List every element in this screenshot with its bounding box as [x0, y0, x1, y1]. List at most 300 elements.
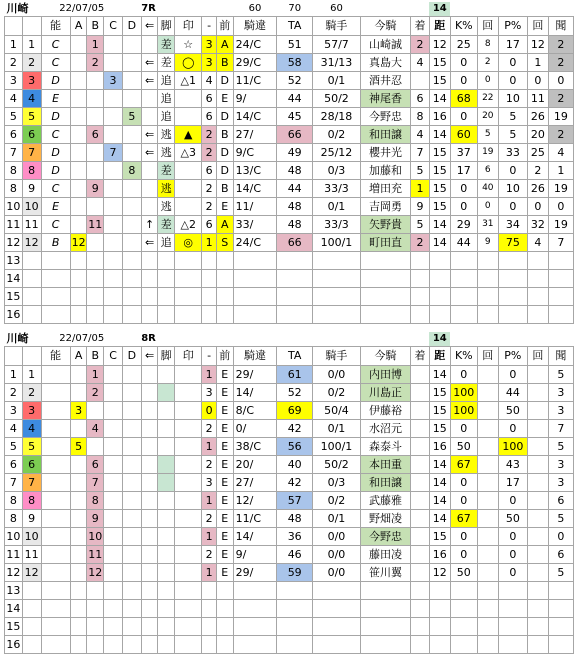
running-style [158, 564, 175, 582]
ability-grade: C [41, 126, 70, 144]
score-a [70, 366, 87, 384]
k-count [477, 546, 498, 564]
empty-cell [158, 288, 175, 306]
jockey-stat: 31/13 [312, 54, 360, 72]
horse-number: 8 [22, 492, 41, 510]
prediction-mark: ▲ [175, 126, 202, 144]
score-d [122, 384, 141, 402]
column-header: 回 [527, 17, 548, 36]
horse-number: 12 [22, 234, 41, 252]
score-c [104, 546, 123, 564]
spacer [360, 332, 410, 347]
running-style: 追 [158, 72, 175, 90]
jockey-stat: 33/3 [312, 180, 360, 198]
interval-value: 19 [548, 216, 573, 234]
jockey-name: 水沼元 [360, 420, 410, 438]
score-c [104, 510, 123, 528]
table-row [5, 474, 574, 492]
k-percent: 0 [450, 72, 477, 90]
finish-position [411, 366, 430, 384]
ability-grade: C [41, 36, 70, 54]
ability-grade [41, 546, 70, 564]
ability-grade [41, 510, 70, 528]
jockey-stat: 0/3 [312, 474, 360, 492]
empty-cell [216, 252, 233, 270]
jockey-name: 今野忠 [360, 528, 410, 546]
k-percent: 0 [450, 366, 477, 384]
ta-value: 48 [277, 162, 312, 180]
k-percent: 0 [450, 474, 477, 492]
arrow-mark [141, 402, 158, 420]
empty-cell [548, 288, 573, 306]
empty-cell [22, 582, 41, 600]
jockey-record: 24/C [233, 36, 277, 54]
running-style [158, 366, 175, 384]
empty-cell [360, 618, 410, 636]
jockey-stat: 57/7 [312, 36, 360, 54]
p-count: 0 [527, 72, 548, 90]
p-percent: 44 [498, 384, 527, 402]
distance-value: 15 [429, 54, 450, 72]
empty-cell [429, 288, 450, 306]
table-row [5, 216, 574, 234]
waku-number: 10 [5, 198, 23, 216]
prediction-mark: ☆ [175, 36, 202, 54]
k-count: 31 [477, 216, 498, 234]
ta-value: 66 [277, 126, 312, 144]
p-count [527, 402, 548, 420]
score-a [70, 492, 87, 510]
distance-value: 15 [429, 528, 450, 546]
ability-grade [41, 492, 70, 510]
k-percent: 67 [450, 456, 477, 474]
p-count: 1 [527, 54, 548, 72]
empty-cell [548, 306, 573, 324]
jockey-record: 14/ [233, 384, 277, 402]
column-header: 脚 [158, 17, 175, 36]
jockey-name: 今野忠 [360, 108, 410, 126]
empty-row [5, 270, 574, 288]
waku-number: 5 [5, 438, 23, 456]
empty-cell [141, 306, 158, 324]
finish-position [411, 456, 430, 474]
table-row [5, 234, 574, 252]
empty-cell [70, 582, 87, 600]
jockey-record: 11/C [233, 510, 277, 528]
horse-number: 1 [22, 36, 41, 54]
row-number: 13 [5, 582, 23, 600]
empty-cell [548, 636, 573, 654]
empty-cell [175, 306, 202, 324]
waku-number: 1 [5, 366, 23, 384]
empty-cell [141, 288, 158, 306]
k-percent: 0 [450, 420, 477, 438]
table-row [5, 456, 574, 474]
running-style: 追 [158, 108, 175, 126]
p-percent: 0 [498, 198, 527, 216]
empty-cell [411, 306, 430, 324]
empty-cell [216, 582, 233, 600]
horse-number: 1 [22, 366, 41, 384]
mark-count: 6 [202, 216, 217, 234]
p-count: 26 [527, 108, 548, 126]
score-c [104, 90, 123, 108]
prediction-mark [175, 492, 202, 510]
empty-cell [41, 600, 70, 618]
empty-cell [41, 270, 70, 288]
score-b [87, 162, 104, 180]
empty-cell [22, 288, 41, 306]
score-b: 4 [87, 420, 104, 438]
empty-cell [202, 636, 217, 654]
running-style [158, 492, 175, 510]
score-c [104, 126, 123, 144]
column-header: C [104, 347, 123, 366]
mark-count: 2 [202, 510, 217, 528]
ta-value: 51 [277, 36, 312, 54]
interval-value: 3 [548, 402, 573, 420]
row-number: 16 [5, 306, 23, 324]
prediction-mark [175, 90, 202, 108]
distance-value: 15 [429, 72, 450, 90]
jockey-name: 森泰斗 [360, 438, 410, 456]
score-b: 10 [87, 528, 104, 546]
score-d [122, 36, 141, 54]
column-header: D [122, 17, 141, 36]
score-a [70, 474, 87, 492]
p-percent: 0 [498, 162, 527, 180]
empty-cell [158, 600, 175, 618]
empty-cell [175, 270, 202, 288]
empty-cell [527, 582, 548, 600]
distance-value: 14 [429, 456, 450, 474]
horse-number: 7 [22, 144, 41, 162]
ability-grade: E [41, 90, 70, 108]
empty-cell [158, 306, 175, 324]
empty-cell [450, 270, 477, 288]
finish-position: 2 [411, 234, 430, 252]
k-percent: 0 [450, 54, 477, 72]
k-count [477, 366, 498, 384]
ability-grade [41, 564, 70, 582]
score-c [104, 492, 123, 510]
score-d [122, 234, 141, 252]
front-grade: A [216, 216, 233, 234]
jockey-record: 29/C [233, 54, 277, 72]
empty-cell [158, 618, 175, 636]
score-d [122, 546, 141, 564]
jockey-record: 24/C [233, 234, 277, 252]
empty-cell [175, 600, 202, 618]
score-d [122, 144, 141, 162]
interval-value: 5 [548, 366, 573, 384]
table-row [5, 528, 574, 546]
interval-value: 19 [548, 180, 573, 198]
row-number: 14 [5, 270, 23, 288]
distance-label: 14 [429, 2, 450, 17]
empty-cell [477, 636, 498, 654]
empty-cell [498, 270, 527, 288]
column-header: C [104, 17, 123, 36]
empty-cell [202, 288, 217, 306]
empty-cell [277, 636, 312, 654]
empty-cell [22, 636, 41, 654]
empty-cell [277, 600, 312, 618]
empty-cell [87, 582, 104, 600]
front-grade: E [216, 198, 233, 216]
column-header: 脚 [158, 347, 175, 366]
row-number: 16 [5, 636, 23, 654]
mark-count: 2 [202, 144, 217, 162]
horse-number: 10 [22, 528, 41, 546]
ta-value: 61 [277, 366, 312, 384]
k-count: 19 [477, 144, 498, 162]
p-percent: 34 [498, 216, 527, 234]
distance-value: 12 [429, 36, 450, 54]
horse-number: 5 [22, 438, 41, 456]
jockey-stat: 0/1 [312, 72, 360, 90]
interval-value: 3 [548, 456, 573, 474]
finish-position: 2 [411, 36, 430, 54]
race-table [4, 2, 574, 324]
empty-cell [360, 306, 410, 324]
interval-value: 6 [548, 546, 573, 564]
empty-cell [477, 582, 498, 600]
p-count: 32 [527, 216, 548, 234]
score-b: 12 [87, 564, 104, 582]
mark-count: 1 [202, 438, 217, 456]
k-percent: 0 [450, 180, 477, 198]
empty-cell [548, 618, 573, 636]
k-count: 0 [477, 72, 498, 90]
race-sheet-8r [4, 332, 574, 654]
column-header: 騎違 [233, 17, 277, 36]
k-count: 5 [477, 126, 498, 144]
running-style: 差 [158, 36, 175, 54]
p-percent: 50 [498, 510, 527, 528]
horse-number: 9 [22, 180, 41, 198]
score-b [87, 198, 104, 216]
p-count: 12 [527, 36, 548, 54]
interval-value: 1 [548, 162, 573, 180]
table-row [5, 510, 574, 528]
mark-count: 2 [202, 198, 217, 216]
empty-cell [70, 618, 87, 636]
empty-cell [41, 252, 70, 270]
arrow-mark: ⇐ [141, 54, 158, 72]
empty-cell [277, 288, 312, 306]
k-count: 9 [477, 234, 498, 252]
jockey-stat: 0/2 [312, 126, 360, 144]
k-count [477, 402, 498, 420]
p-count [527, 492, 548, 510]
ability-grade: B [41, 234, 70, 252]
std-value: 60 [248, 3, 262, 14]
waku-number: 4 [5, 420, 23, 438]
score-d [122, 456, 141, 474]
ta-value: 52 [277, 384, 312, 402]
table-row [5, 90, 574, 108]
empty-cell [360, 582, 410, 600]
empty-cell [450, 636, 477, 654]
p-percent: 100 [498, 438, 527, 456]
ability-grade [41, 438, 70, 456]
running-style [158, 456, 175, 474]
spacer [360, 2, 410, 17]
empty-cell [429, 600, 450, 618]
ability-grade: C [41, 54, 70, 72]
empty-cell [233, 288, 277, 306]
p-percent: 5 [498, 108, 527, 126]
table-row [5, 144, 574, 162]
jockey-name: 増田充 [360, 180, 410, 198]
empty-cell [498, 252, 527, 270]
prediction-mark [175, 528, 202, 546]
score-d: 5 [122, 108, 141, 126]
jockey-record: 14/ [233, 528, 277, 546]
jockey-record: 29/ [233, 564, 277, 582]
empty-cell [22, 600, 41, 618]
jockey-record: 38/C [233, 438, 277, 456]
k-count: 6 [477, 162, 498, 180]
empty-cell [233, 306, 277, 324]
jockey-stat: 0/0 [312, 528, 360, 546]
empty-cell [360, 288, 410, 306]
score-d [122, 438, 141, 456]
empty-cell [450, 288, 477, 306]
column-header: 回 [477, 347, 498, 366]
score-d [122, 180, 141, 198]
empty-cell [233, 618, 277, 636]
prediction-mark [175, 456, 202, 474]
jockey-stat: 0/1 [312, 198, 360, 216]
empty-cell [104, 582, 123, 600]
prediction-mark [175, 108, 202, 126]
front-grade: D [216, 72, 233, 90]
score-c [104, 402, 123, 420]
empty-cell [202, 600, 217, 618]
arrow-mark [141, 90, 158, 108]
jockey-name: 加藤和 [360, 162, 410, 180]
distance-value: 15 [429, 180, 450, 198]
p-count: 25 [527, 144, 548, 162]
empty-cell [312, 600, 360, 618]
jockey-stat: 50/2 [312, 456, 360, 474]
interval-value: 4 [548, 144, 573, 162]
empty-cell [411, 288, 430, 306]
prediction-mark [175, 564, 202, 582]
empty-cell [175, 636, 202, 654]
ta-value: 49 [277, 144, 312, 162]
score-a [70, 36, 87, 54]
waku-number: 11 [5, 546, 23, 564]
empty-cell [527, 288, 548, 306]
empty-cell [104, 252, 123, 270]
score-a [70, 72, 87, 90]
waku-number: 10 [5, 528, 23, 546]
p-count [527, 564, 548, 582]
score-b [87, 90, 104, 108]
finish-position: 9 [411, 198, 430, 216]
score-b: 11 [87, 546, 104, 564]
empty-cell [141, 600, 158, 618]
prediction-mark [175, 180, 202, 198]
score-a [70, 162, 87, 180]
score-b [87, 108, 104, 126]
race-number: 8R [141, 333, 156, 344]
horse-number: 2 [22, 54, 41, 72]
empty-cell [548, 252, 573, 270]
empty-cell [122, 636, 141, 654]
empty-cell [450, 252, 477, 270]
jockey-record: 11/ [233, 198, 277, 216]
interval-value: 6 [548, 492, 573, 510]
header-cell [22, 347, 41, 366]
k-count [477, 456, 498, 474]
waku-number: 12 [5, 234, 23, 252]
prediction-mark: △2 [175, 216, 202, 234]
empty-cell [498, 618, 527, 636]
empty-cell [277, 618, 312, 636]
finish-position [411, 492, 430, 510]
p-count [527, 384, 548, 402]
std-value: 60 [330, 3, 343, 14]
horse-number: 6 [22, 126, 41, 144]
score-d [122, 198, 141, 216]
ta-value: 66 [277, 234, 312, 252]
empty-cell [122, 288, 141, 306]
jockey-record: 29/ [233, 366, 277, 384]
p-count [527, 438, 548, 456]
ta-value: 56 [277, 438, 312, 456]
empty-cell [429, 582, 450, 600]
empty-cell [122, 270, 141, 288]
empty-cell [175, 618, 202, 636]
empty-cell [70, 600, 87, 618]
jockey-name: 笹川翼 [360, 564, 410, 582]
arrow-mark [141, 456, 158, 474]
score-c [104, 54, 123, 72]
spacer [175, 2, 233, 17]
race-date: 22/07/05 [59, 3, 105, 14]
p-count: 0 [527, 198, 548, 216]
column-header: 今騎 [360, 17, 410, 36]
empty-cell [87, 252, 104, 270]
k-percent: 60 [450, 126, 477, 144]
table-row [5, 162, 574, 180]
horse-number: 11 [22, 546, 41, 564]
k-count: 22 [477, 90, 498, 108]
finish-position [411, 474, 430, 492]
interval-value: 2 [548, 126, 573, 144]
k-percent: 0 [450, 108, 477, 126]
k-count: 20 [477, 108, 498, 126]
score-b: 9 [87, 510, 104, 528]
score-a: 3 [70, 402, 87, 420]
empty-cell [216, 618, 233, 636]
finish-position [411, 546, 430, 564]
p-count [527, 474, 548, 492]
p-count: 4 [527, 234, 548, 252]
k-count [477, 384, 498, 402]
column-header: ⇐ [141, 347, 158, 366]
p-percent: 0 [498, 420, 527, 438]
jockey-stat: 100/1 [312, 438, 360, 456]
ta-value: 48 [277, 216, 312, 234]
empty-cell [498, 306, 527, 324]
jockey-record: 27/ [233, 126, 277, 144]
waku-number: 2 [5, 384, 23, 402]
